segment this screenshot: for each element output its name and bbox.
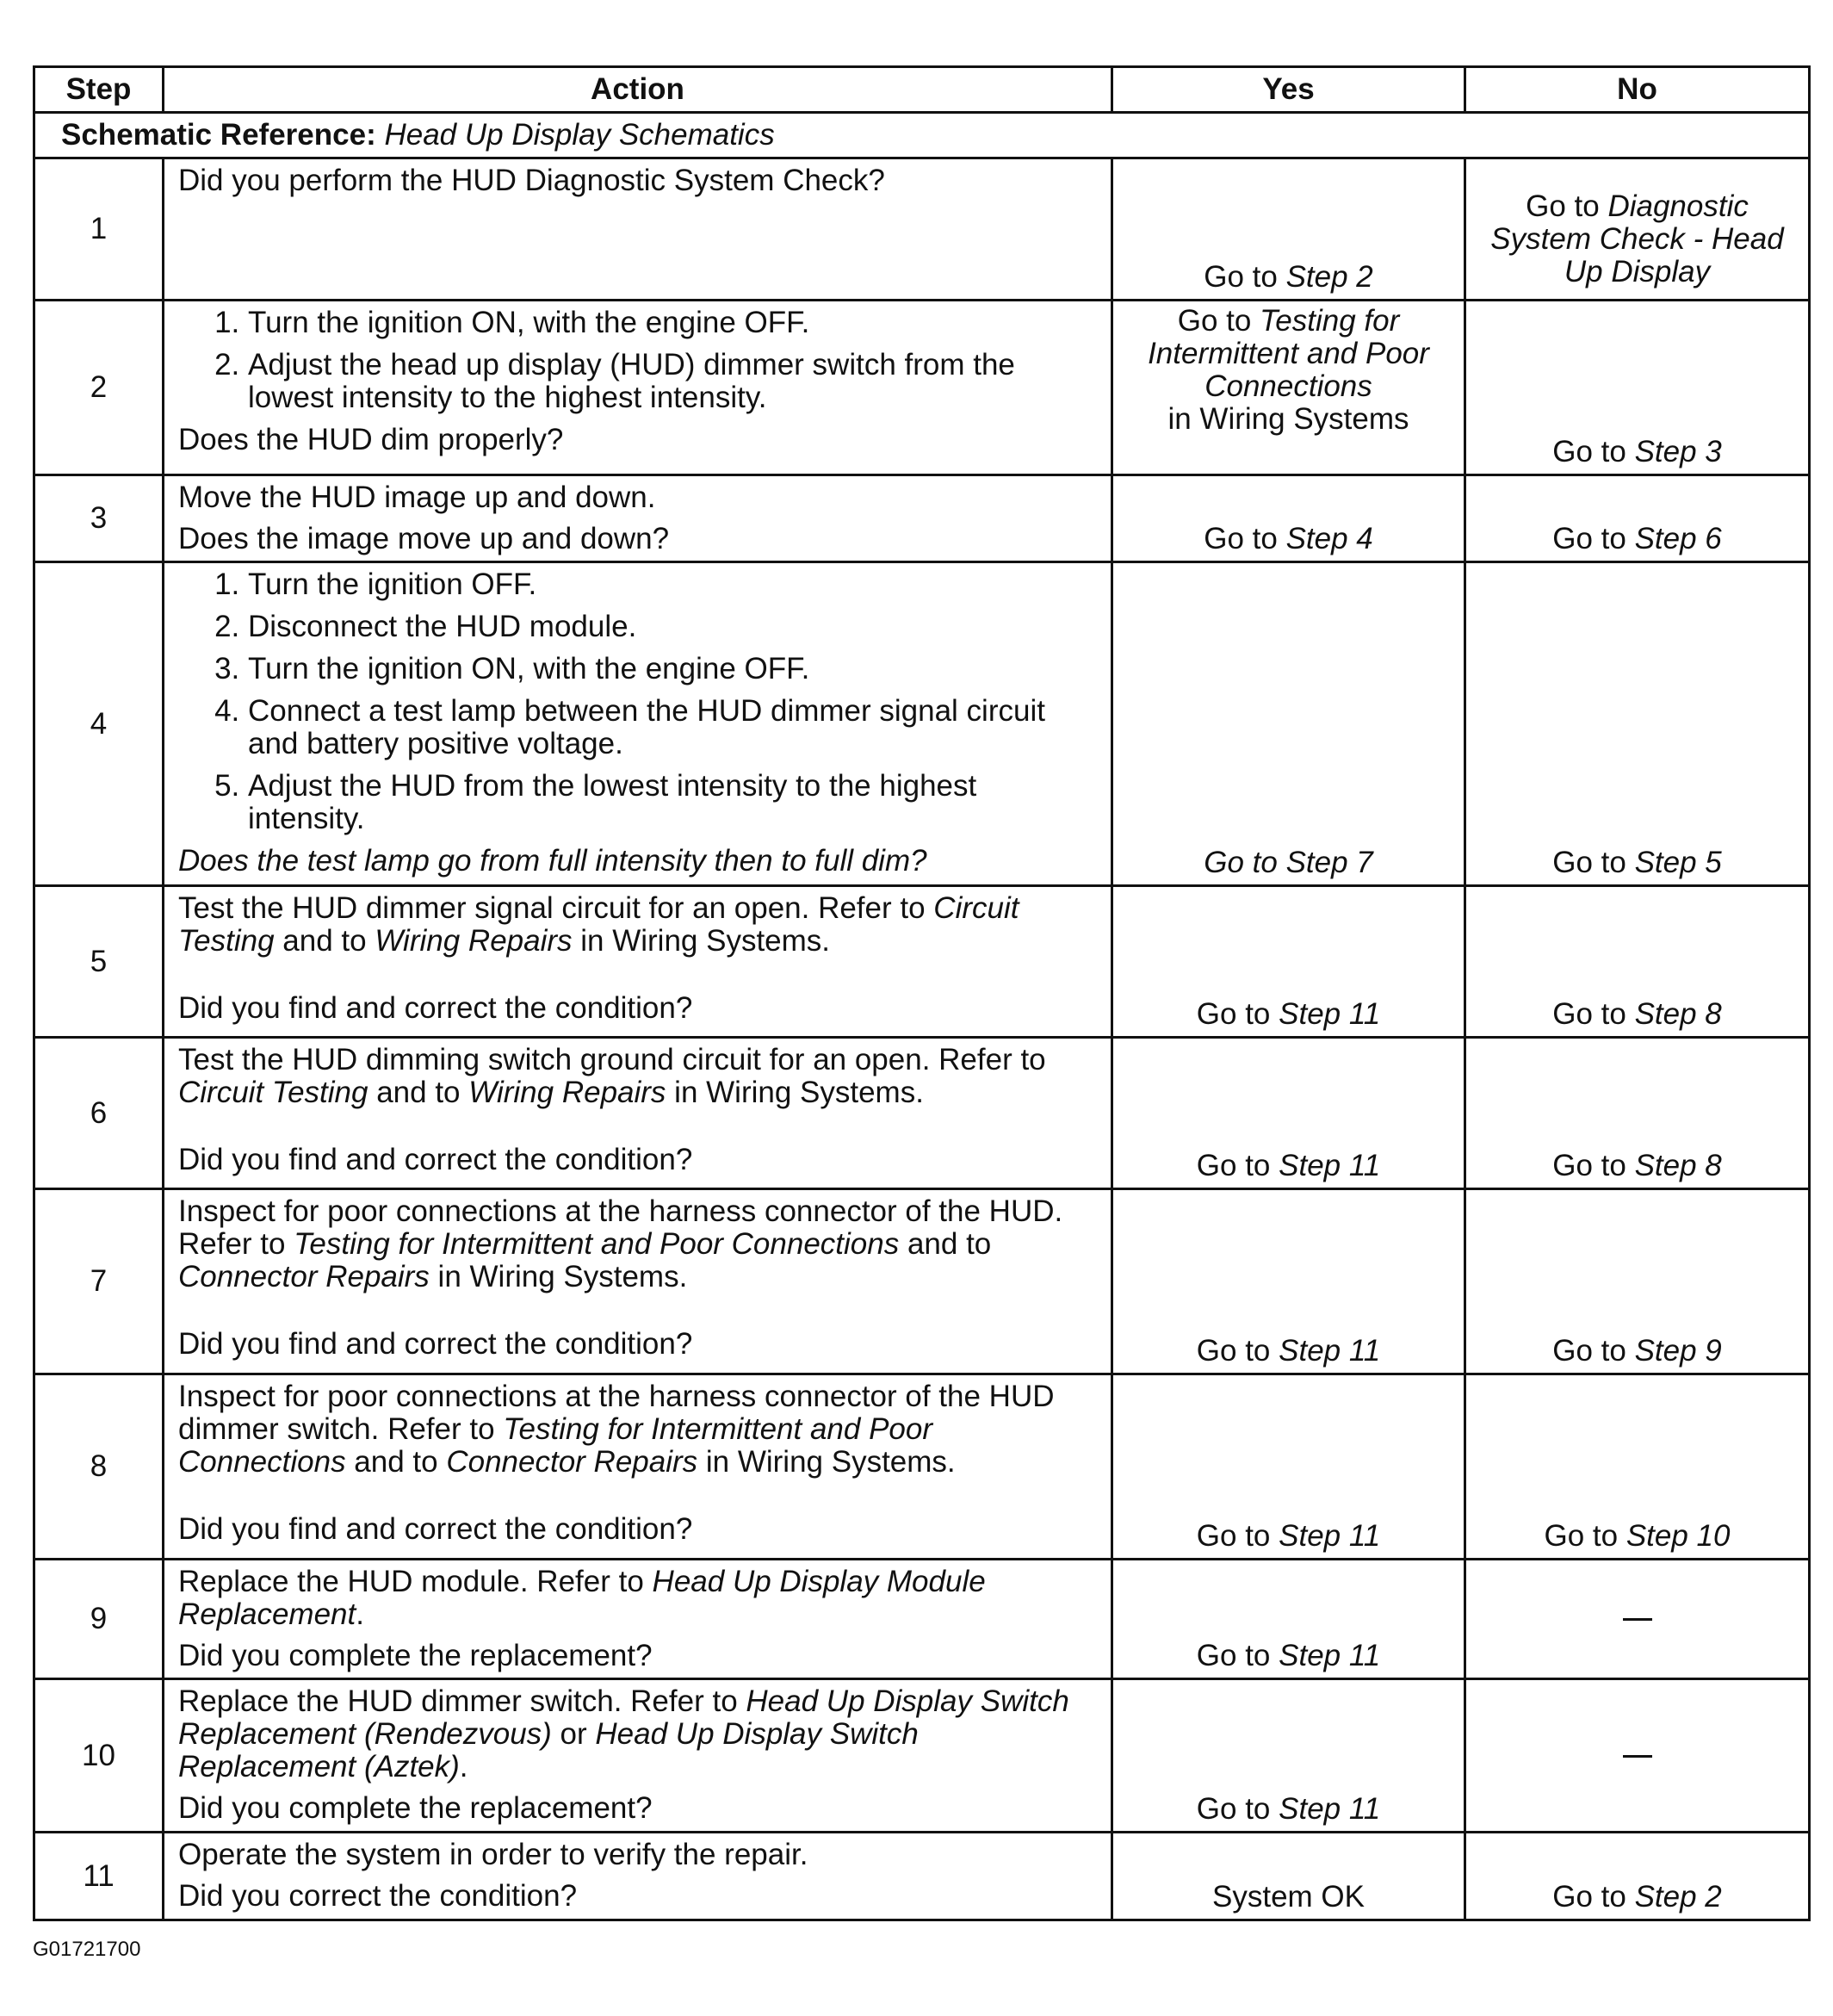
em-dash <box>1623 1755 1652 1758</box>
schematic-reference-label: Schematic Reference: <box>61 118 376 152</box>
action-cell <box>164 158 1112 301</box>
step-number: 6 <box>34 1038 164 1189</box>
procedure-item: 1. Turn the ignition ON, with the engine OFF. <box>248 307 1100 339</box>
action-question: Did you find and correct the condition? <box>178 991 693 1025</box>
no-cell <box>1465 1679 1810 1833</box>
action-question: Did you complete the replacement? <box>178 1639 653 1672</box>
action-question: Does the image move up and down? <box>178 522 670 555</box>
goto-text: Go to <box>1552 435 1635 468</box>
action-text: Move the HUD image up and down. <box>178 481 656 514</box>
schematic-reference <box>34 113 1810 158</box>
goto-text: Go to <box>1204 846 1286 879</box>
yes-cell <box>1112 475 1465 562</box>
procedure-item: 2. Adjust the head up display (HUD) dimmer switch from the lowest intensity to the highest intensity. <box>248 349 1100 414</box>
goto-link[interactable]: Step 11 <box>1279 997 1381 1031</box>
step-number: 10 <box>34 1679 164 1833</box>
instruction-text: in Wiring Systems. <box>697 1445 956 1479</box>
goto-text: Go to <box>1196 1149 1279 1182</box>
goto-link[interactable]: Step 5 <box>1634 846 1722 879</box>
procedure-item: 5. Adjust the HUD from the lowest intensity to the highest intensity. <box>248 770 1100 835</box>
goto-link[interactable]: Step 7 <box>1285 846 1373 879</box>
goto-text: Go to <box>1552 997 1635 1031</box>
action-question: Did you complete the replacement? <box>178 1791 653 1825</box>
reference-link[interactable]: Testing for Intermittent and Poor Connections <box>294 1227 900 1261</box>
goto-link[interactable]: Step 2 <box>1285 260 1373 294</box>
action-question: Does the HUD dim properly? <box>178 423 564 456</box>
action-question: Did you find and correct the condition? <box>178 1327 693 1361</box>
instruction-text: and to <box>274 924 375 958</box>
goto-text: Go to <box>1552 522 1635 555</box>
header-row <box>34 67 1810 113</box>
table-row <box>34 1833 1810 1920</box>
goto-link[interactable]: Diagnostic System Check - Head Up Display <box>1490 189 1784 288</box>
table-row <box>34 475 1810 562</box>
no-cell <box>1465 301 1810 475</box>
action-text <box>178 1195 1100 1293</box>
yes-cell <box>1112 158 1465 301</box>
reference-link[interactable]: Testing for Intermittent and Poor Connections <box>178 1412 933 1479</box>
instruction-text: and to <box>345 1445 447 1479</box>
diagnostic-document <box>33 65 1808 1921</box>
procedure-item: 2. Disconnect the HUD module. <box>248 611 1100 643</box>
table-row <box>34 158 1810 301</box>
yes-cell <box>1112 1189 1465 1374</box>
action-cell <box>164 1038 1112 1189</box>
action-cell <box>164 301 1112 475</box>
goto-text: Go to <box>1544 1519 1626 1553</box>
reference-link[interactable]: Head Up Display Switch Replacement (Aztek) <box>178 1717 919 1783</box>
table-row <box>34 1560 1810 1679</box>
action-question: Did you find and correct the condition? <box>178 1512 693 1546</box>
goto-link[interactable]: Testing for Intermittent and Poor Connections <box>1148 304 1429 403</box>
instruction-text: Inspect for poor connections at the harness connector of the HUD. Refer to <box>178 1194 1063 1261</box>
goto-text: Go to <box>1196 1334 1279 1368</box>
yes-cell <box>1112 301 1465 475</box>
goto-text: Go to <box>1552 846 1635 879</box>
instruction-text: and to <box>368 1076 469 1109</box>
no-cell <box>1465 1833 1810 1920</box>
table-row <box>34 886 1810 1038</box>
goto-text: Go to <box>1526 189 1608 223</box>
action-text: Did you perform the HUD Diagnostic System Check? <box>178 164 885 197</box>
action-cell <box>164 475 1112 562</box>
reference-link[interactable]: Connector Repairs <box>446 1445 698 1479</box>
step-number: 8 <box>34 1374 164 1560</box>
goto-text: Go to <box>1196 1792 1279 1826</box>
action-question: Does the test lamp go from full intensity then to full dim? <box>178 844 927 878</box>
instruction-text: in Wiring Systems. <box>429 1260 688 1293</box>
goto-link[interactable]: Step 11 <box>1279 1519 1381 1553</box>
step-number: 2 <box>34 301 164 475</box>
goto-text: Go to <box>1177 304 1260 338</box>
no-cell <box>1465 562 1810 886</box>
procedure-list <box>178 307 1100 414</box>
yes-cell <box>1112 886 1465 1038</box>
goto-link[interactable]: Step 6 <box>1634 522 1722 555</box>
action-cell <box>164 1189 1112 1374</box>
procedure-list <box>178 568 1100 835</box>
reference-link[interactable]: Head Up Display Switch Replacement (Rendezvous) <box>178 1684 1069 1751</box>
table-row <box>34 562 1810 886</box>
yes-cell <box>1112 1560 1465 1679</box>
goto-text: Go to <box>1204 522 1286 555</box>
header-action: Action <box>164 67 1112 113</box>
no-cell <box>1465 886 1810 1038</box>
goto-link[interactable]: Step 9 <box>1634 1334 1722 1368</box>
action-text <box>178 1566 1100 1631</box>
no-cell <box>1465 1038 1810 1189</box>
header-yes: Yes <box>1112 67 1465 113</box>
goto-text: Go to <box>1196 1639 1279 1672</box>
action-text: Operate the system in order to verify the repair. <box>178 1838 808 1871</box>
step-number: 3 <box>34 475 164 562</box>
goto-link[interactable]: Step 8 <box>1634 1149 1722 1182</box>
instruction-text: in Wiring Systems. <box>666 1076 924 1109</box>
header-no: No <box>1465 67 1810 113</box>
action-text <box>178 892 1100 958</box>
result-text: System OK <box>1212 1880 1365 1914</box>
goto-text: Go to <box>1196 997 1279 1031</box>
goto-text: Go to <box>1196 1519 1279 1553</box>
goto-link[interactable]: Step 11 <box>1279 1792 1381 1826</box>
goto-link[interactable]: Step 11 <box>1279 1149 1381 1182</box>
instruction-text: in Wiring Systems. <box>572 924 831 958</box>
instruction-text: . <box>356 1597 364 1631</box>
instruction-text: . <box>459 1750 468 1783</box>
action-text <box>178 1380 1100 1479</box>
no-cell <box>1465 1374 1810 1560</box>
goto-link[interactable]: Step 2 <box>1634 1880 1722 1914</box>
table-row <box>34 1679 1810 1833</box>
goto-link[interactable]: Step 11 <box>1279 1639 1381 1672</box>
reference-link[interactable]: Connector Repairs <box>178 1260 430 1293</box>
goto-text: Go to <box>1204 260 1286 294</box>
action-cell <box>164 1374 1112 1560</box>
step-number: 11 <box>34 1833 164 1920</box>
procedure-item: 3. Turn the ignition ON, with the engine OFF. <box>248 653 1100 685</box>
action-text <box>178 1685 1100 1783</box>
yes-cell <box>1112 1833 1465 1920</box>
no-cell <box>1465 475 1810 562</box>
action-cell <box>164 886 1112 1038</box>
goto-link[interactable]: Step 10 <box>1626 1519 1731 1553</box>
goto-link[interactable]: Step 11 <box>1279 1334 1381 1368</box>
instruction-text: Test the HUD dimmer signal circuit for an open. Refer to <box>178 891 934 925</box>
step-number: 4 <box>34 562 164 886</box>
goto-link[interactable]: Step 8 <box>1634 997 1722 1031</box>
action-cell <box>164 1833 1112 1920</box>
schematic-reference-row <box>34 113 1810 158</box>
action-question: Did you find and correct the condition? <box>178 1143 693 1176</box>
figure-id: G01721700 <box>33 1938 141 1961</box>
action-cell <box>164 562 1112 886</box>
step-number: 5 <box>34 886 164 1038</box>
schematic-reference-link[interactable]: Head Up Display Schematics <box>384 118 775 152</box>
action-question: Did you correct the condition? <box>178 1879 578 1913</box>
step-number: 7 <box>34 1189 164 1374</box>
instruction-text: and to <box>899 1227 992 1261</box>
procedure-item: 4. Connect a test lamp between the HUD dimmer signal circuit and battery positive voltage. <box>248 695 1100 760</box>
instruction-text: Inspect for poor connections at the harness connector of the HUD dimmer switch. Refer to <box>178 1380 1055 1446</box>
yes-cell <box>1112 1374 1465 1560</box>
reference-link[interactable]: Head Up Display Module Replacement <box>178 1565 986 1631</box>
reference-link[interactable]: Circuit Testing <box>178 891 1019 958</box>
reference-link[interactable]: Wiring Repairs <box>468 1076 666 1109</box>
table-row <box>34 1038 1810 1189</box>
em-dash <box>1623 1618 1652 1621</box>
no-cell <box>1465 1560 1810 1679</box>
no-cell <box>1465 1189 1810 1374</box>
instruction-text: Replace the HUD dimmer switch. Refer to <box>178 1684 746 1718</box>
reference-link[interactable]: Circuit Testing <box>178 1076 368 1109</box>
yes-cell <box>1112 562 1465 886</box>
action-cell <box>164 1679 1112 1833</box>
procedure-item: 1. Turn the ignition OFF. <box>248 568 1100 601</box>
table-row <box>34 1189 1810 1374</box>
table-row <box>34 301 1810 475</box>
step-number: 1 <box>34 158 164 301</box>
goto-suffix: in Wiring Systems <box>1167 402 1409 436</box>
goto-text: Go to <box>1552 1149 1635 1182</box>
table-row <box>34 1374 1810 1560</box>
yes-cell <box>1112 1679 1465 1833</box>
reference-link[interactable]: Wiring Repairs <box>375 924 573 958</box>
goto-link[interactable]: Step 3 <box>1634 435 1722 468</box>
goto-text: Go to <box>1552 1334 1635 1368</box>
action-text <box>178 1044 1100 1109</box>
instruction-text: or <box>551 1717 596 1751</box>
goto-link[interactable]: Step 4 <box>1285 522 1373 555</box>
no-cell <box>1465 158 1810 301</box>
goto-text: Go to <box>1552 1880 1635 1914</box>
yes-cell <box>1112 1038 1465 1189</box>
step-number: 9 <box>34 1560 164 1679</box>
instruction-text: Test the HUD dimming switch ground circuit for an open. Refer to <box>178 1043 1046 1076</box>
header-step: Step <box>34 67 164 113</box>
diagnostic-table <box>33 65 1811 1921</box>
instruction-text: Replace the HUD module. Refer to <box>178 1565 653 1598</box>
action-cell <box>164 1560 1112 1679</box>
